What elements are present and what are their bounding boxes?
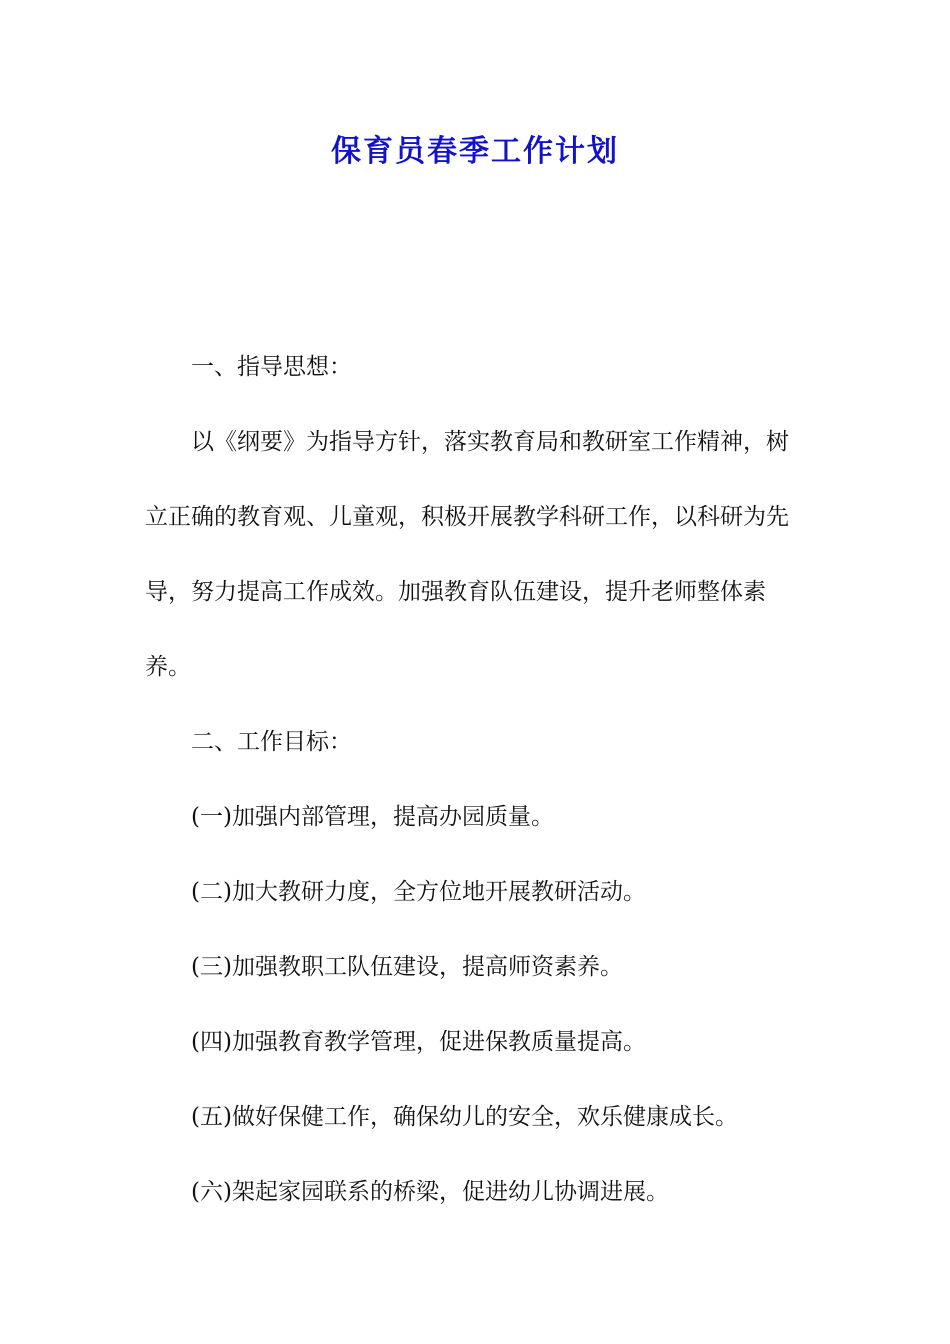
- section-heading-work-goals: 二、工作目标：: [191, 729, 352, 755]
- goal-item-5: (五)做好保健工作，确保幼儿的安全，欢乐健康成长。: [191, 1104, 738, 1130]
- document-body: [145, 330, 810, 1230]
- goal-item-2: (二)加大教研力度，全方位地开展教研活动。: [191, 879, 646, 905]
- goal-item-3: (三)加强教职工队伍建设，提高师资素养。: [191, 954, 623, 980]
- document-title: 保育员春季工作计划: [331, 134, 619, 169]
- goal-item-6: (六)架起家园联系的桥梁，促进幼儿协调进展。: [191, 1179, 669, 1205]
- paragraph-guiding-thought: 以《纲要》为指导方针，落实教育局和教研室工作精神，树立正确的教育观、儿童观，积极开展教学科研工作，以科研为先导，努力提高工作成效。加强教育队伍建设，提升老师整体素养。: [145, 429, 789, 680]
- section-heading-guiding-thought: 一、指导思想：: [191, 354, 352, 380]
- goal-item-4: (四)加强教育教学管理，促进保教质量提高。: [191, 1029, 646, 1055]
- goal-item-1: (一)加强内部管理，提高办园质量。: [191, 804, 554, 830]
